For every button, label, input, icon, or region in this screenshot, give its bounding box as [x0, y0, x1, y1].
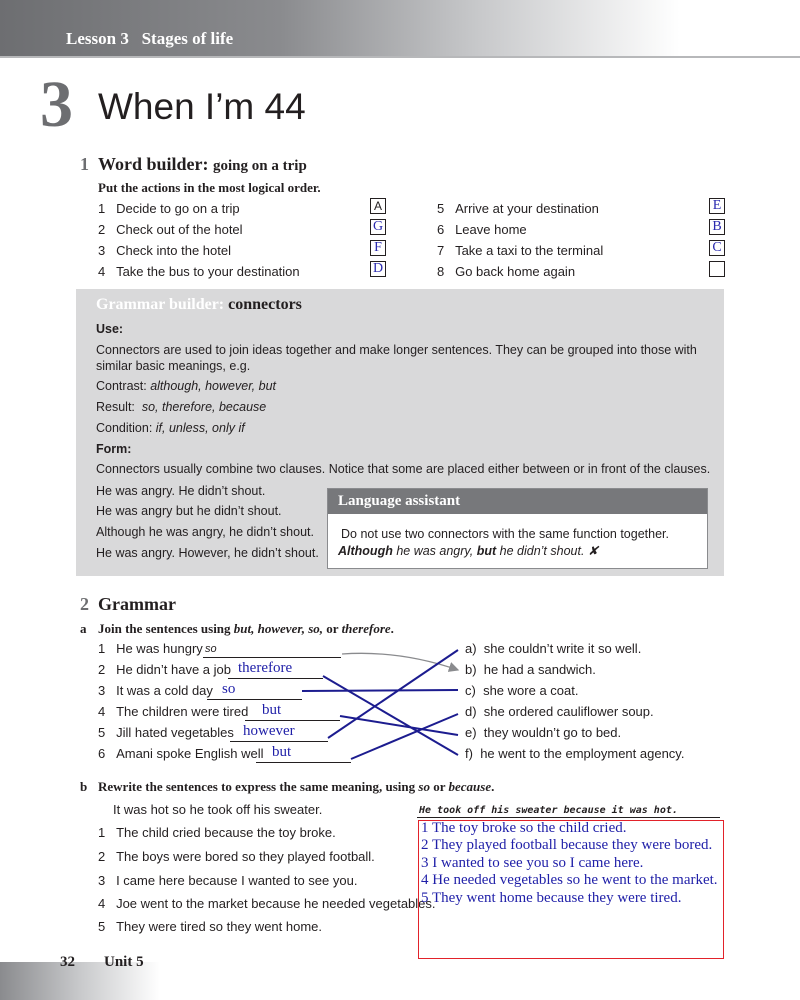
ex2b-item: 2 The boys were bored so they played football. — [98, 849, 375, 864]
ex2a-left-item: 2 He didn’t have a job — [98, 662, 231, 677]
grammar-example: He was angry. He didn’t shout. — [96, 484, 266, 498]
ex1-item: 3 Check into the hotel — [98, 243, 231, 258]
ex2a-right-item: e) they wouldn’t go to bed. — [465, 725, 622, 740]
ex2a-answer: but — [262, 702, 282, 718]
ex2a-left-item: 4 The children were tired — [98, 704, 249, 719]
language-assistant-title: Language assistant — [328, 489, 707, 514]
ex2b-item: 1 The child cried because the toy broke. — [98, 825, 336, 840]
ex1-subtitle: going on a trip — [213, 158, 307, 174]
ex2a-right-item: f) he went to the employment agency. — [465, 746, 685, 761]
ex2a-answer-example: so — [205, 643, 217, 655]
ex2b-item: 3 I came here because I wanted to see you. — [98, 873, 358, 888]
match-line — [302, 690, 458, 691]
ex2a-answer: but — [272, 744, 292, 760]
ex1-item: 6 Leave home — [437, 222, 527, 237]
ex1-answer-box[interactable]: F — [370, 240, 386, 256]
contrast-line: Contrast: although, however, but — [96, 379, 276, 393]
ex2b-answer: 2 They played football because they were bored. — [421, 837, 713, 854]
ex1-answer-box[interactable]: E — [709, 198, 725, 214]
ex2a-answer: therefore — [238, 660, 293, 676]
ex1-item: 5 Arrive at your destination — [437, 201, 599, 216]
ex2b-example-answer: He took off his sweater because it was hot. — [419, 805, 678, 816]
form-text: Connectors usually combine two clauses. Notice that some are placed either between or in front of the clauses. — [96, 462, 711, 476]
ex1-answer-box[interactable]: B — [709, 219, 725, 235]
use-text: Connectors are used to join ideas together and make longer sentences. They can be grouped into those with similar basic meanings, e.g. — [96, 343, 697, 373]
ex2b-letter: b — [80, 779, 88, 794]
ex2a-answer: however — [243, 723, 295, 739]
ex1-answer-box[interactable]: G — [370, 219, 386, 235]
ex2a-left-item: 3 It was a cold day — [98, 683, 213, 698]
ex2a-left-item: 5 Jill hated vegetables — [98, 725, 234, 740]
lesson-header-title: Lesson 3 Stages of life — [66, 29, 234, 48]
ex2a-left-item: 1 He was hungry — [98, 641, 203, 656]
ex2a-right-item: d) she ordered cauliflower soup. — [465, 704, 654, 719]
lesson-number: 3 — [40, 68, 73, 141]
unit-label: Unit 5 — [104, 954, 144, 970]
use-label: Use: — [96, 322, 124, 336]
ex2b-answer: 5 They went home because they were tired. — [421, 889, 682, 906]
ex2-number: 2 — [80, 594, 89, 614]
ex2a-letter: a — [80, 621, 87, 636]
ex2a-right-item: c) she wore a coat. — [465, 683, 579, 698]
ex2a-right-item: a) she couldn’t write it so well. — [465, 641, 642, 656]
ex1-item: 1 Decide to go on a trip — [98, 201, 240, 216]
ex1-number: 1 — [80, 154, 89, 174]
ex2b-answer: 4 He needed vegetables so he went to the market. — [421, 872, 718, 889]
grammar-example: He was angry. However, he didn’t shout. — [96, 546, 319, 560]
ex2a-instruction: Join the sentences using but, however, so, or therefore. — [98, 621, 394, 636]
ex1-item: 2 Check out of the hotel — [98, 222, 243, 237]
ex2b-example: It was hot so he took off his sweater. — [113, 802, 323, 817]
ex2b-answers — [421, 820, 719, 907]
grammar-example: He was angry but he didn’t shout. — [96, 504, 282, 518]
language-assistant-example: Although he was angry, but he didn’t shout. ✘ — [338, 544, 599, 558]
language-assistant-text: Do not use two connectors with the same function together. — [341, 527, 669, 541]
ex2a-right-item: b) he had a sandwich. — [465, 662, 596, 677]
form-label: Form: — [96, 442, 132, 456]
result-line: Result: so, therefore, because — [96, 400, 267, 414]
ex2b-example-line — [417, 817, 720, 818]
ex2b-instruction: Rewrite the sentences to express the same meaning, using so or because. — [98, 779, 495, 794]
ex1-item: 7 Take a taxi to the terminal — [437, 243, 604, 258]
ex2b-item: 4 Joe went to the market because he needed vegetables. — [98, 896, 436, 911]
ex1-title: Word builder: going on a trip — [98, 154, 307, 174]
ex2-title: Grammar — [98, 594, 176, 614]
ex2b-answer: 3 I wanted to see you so I came here. — [421, 854, 644, 871]
ex2b-answer: 1 The toy broke so the child cried. — [421, 820, 627, 836]
condition-line: Condition: if, unless, only if — [96, 421, 245, 435]
page-title: When I’m 44 — [98, 86, 306, 127]
cross-icon: ✘ — [587, 544, 599, 558]
ex1-answer-box[interactable]: D — [370, 261, 386, 277]
grammar-example: Although he was angry, he didn’t shout. — [96, 525, 314, 539]
page-number: 32 — [60, 954, 75, 970]
ex2a-answer: so — [222, 681, 236, 697]
ex1-answer-box[interactable]: C — [709, 240, 725, 256]
ex1-instruction: Put the actions in the most logical order. — [98, 180, 321, 195]
ex1-item: 4 Take the bus to your destination — [98, 264, 300, 279]
grammar-builder-title: Grammar builder: connectors — [96, 296, 302, 313]
ex2a-left-item: 6 Amani spoke English well — [98, 746, 264, 761]
ex1-answer-box[interactable]: A — [370, 198, 386, 214]
ex2b-item: 5 They were tired so they went home. — [98, 919, 323, 934]
ex1-item: 8 Go back home again — [437, 264, 576, 279]
